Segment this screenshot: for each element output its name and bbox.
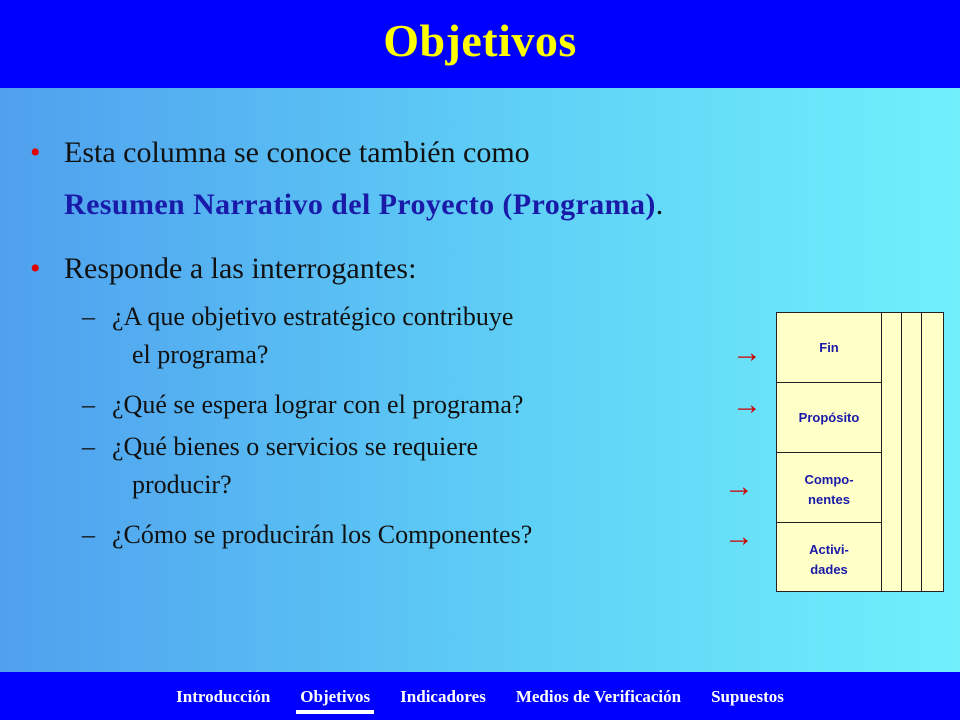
- matrix-row-actividades-line1: Activi-: [809, 542, 849, 557]
- footer-nav: [176, 687, 784, 707]
- question-1-line2: el programa?: [132, 340, 269, 369]
- question-3-line2: producir?: [132, 470, 232, 499]
- matrix-row-actividades: [777, 540, 881, 580]
- bullet-2-text: Responde a las interrogantes:: [64, 252, 417, 285]
- matrix-column-divider: [921, 313, 922, 591]
- header-bar: [0, 0, 960, 88]
- bullet-dot-icon: •: [30, 252, 41, 285]
- matrix-row-componentes-line1: Compo-: [804, 472, 854, 487]
- footer-nav-bar: [0, 672, 960, 720]
- matrix-row-proposito: [777, 408, 881, 428]
- dash-1: –: [82, 302, 95, 331]
- nav-link-introduccion[interactable]: Introducción: [176, 687, 271, 706]
- matrix-row-fin-label: Fin: [819, 340, 839, 355]
- highlight-text: [64, 188, 664, 222]
- matrix-row-fin: [777, 338, 881, 358]
- arrow-right-icon: →: [732, 388, 762, 421]
- highlight-suffix: .: [655, 188, 664, 221]
- dash-3: –: [82, 432, 95, 461]
- arrow-right-icon: →: [724, 470, 754, 503]
- matrix-row-divider: [777, 452, 881, 453]
- matrix-column-divider: [881, 313, 882, 591]
- matrix-row-componentes-line2: nentes: [808, 492, 850, 507]
- page-title: Objetivos: [383, 14, 577, 66]
- matrix-row-proposito-label: Propósito: [798, 410, 860, 425]
- question-2-line1: ¿Qué se espera lograr con el programa?: [112, 390, 524, 419]
- question-3-line1: ¿Qué bienes o servicios se requiere: [112, 432, 479, 461]
- matrix-row-divider: [777, 522, 881, 523]
- highlight-main: Resumen Narrativo del Proyecto (Programa): [64, 188, 656, 221]
- question-4-line1: ¿Cómo se producirán los Componentes?: [112, 520, 533, 549]
- question-1-line1: ¿A que objetivo estratégico contribuye: [112, 302, 514, 331]
- arrow-right-icon: →: [724, 520, 754, 553]
- dash-4: –: [82, 520, 95, 549]
- matrix-row-componentes: [777, 470, 881, 510]
- bullet-1-text: Esta columna se conoce también como: [64, 136, 530, 169]
- nav-link-objetivos[interactable]: Objetivos: [300, 687, 371, 706]
- matrix-row-divider: [777, 382, 881, 383]
- matrix-column-divider: [901, 313, 902, 591]
- dash-2: –: [82, 390, 95, 419]
- nav-link-indicadores[interactable]: Indicadores: [400, 687, 486, 706]
- arrow-right-icon: →: [732, 336, 762, 369]
- matrix-row-actividades-line2: dades: [810, 562, 848, 577]
- logframe-matrix: [776, 312, 944, 592]
- nav-link-supuestos[interactable]: Supuestos: [711, 687, 784, 706]
- nav-link-medios-de-verificacion[interactable]: Medios de Verificación: [515, 687, 682, 706]
- bullet-dot-icon: •: [30, 136, 41, 169]
